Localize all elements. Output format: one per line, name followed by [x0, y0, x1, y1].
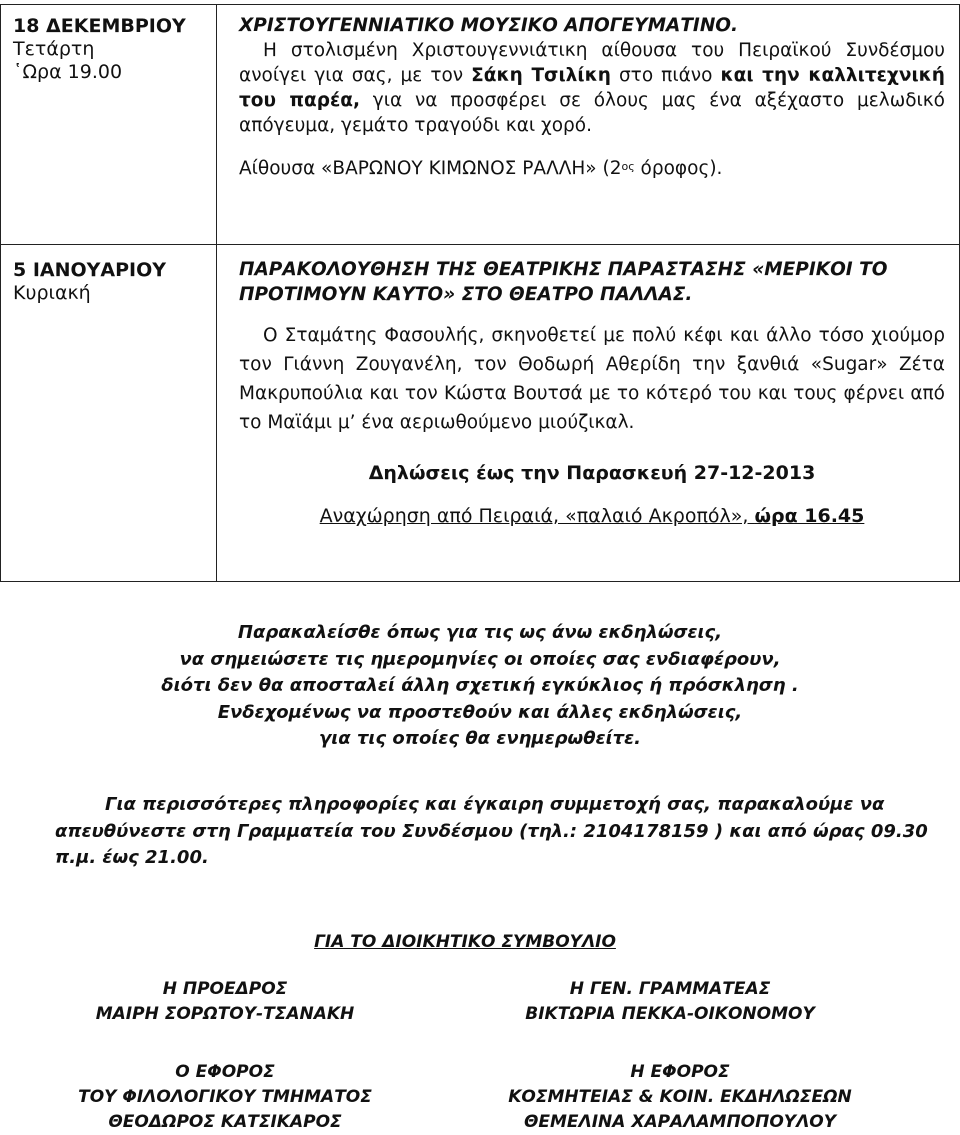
signature-ephor-events — [470, 1060, 890, 1135]
description-text: για να προσφέρει σε όλους μας ένα αξέχαστο μελωδικό απόγευμα, γεμάτο τραγούδι και χορό. — [239, 90, 945, 136]
signatory-role: Η ΕΦΟΡΟΣ — [630, 1062, 730, 1082]
event-time: ῾Ωρα 19.00 — [13, 61, 123, 83]
event-date: 18 ΔΕΚΕΜΒΡΙΟΥ — [13, 15, 186, 37]
signatory-name: ΜΑΙΡΗ ΣΟΡΩΤΟΥ-ΤΣΑΝΑΚΗ — [95, 1004, 355, 1024]
signature-secretary — [480, 977, 860, 1027]
notice-line: Παρακαλείσθε όπως για τις ως άνω εκδηλώσεις, — [237, 622, 723, 643]
signatory-role: Ο ΕΦΟΡΟΣ — [175, 1062, 275, 1082]
contact-paragraph: Για περισσότερες πληροφορίες και έγκαιρη συμμετοχή σας, παρακαλούμε να απευθύνεστε στη Γραμματεία του Συνδέσμου (τηλ.: 2104178159 ) και από ώρας 09.30 π.μ. έως 21.00. — [55, 794, 928, 868]
event-description: Ο Σταμάτης Φασουλής, σκηνοθετεί με πολύ κέφι και άλλο τόσο χιούμορ τον Γιάννη Ζουγανέλη, τον Θοδωρή Αθερίδη την ξανθιά «Sugar» Ζέτα Μακρυπούλια και τον Κώστα Βουτσά με το κότερό του και τους φέρνει από το Μαϊάμι μ’ ένα αεριωθούμενο μιούζικαλ. — [239, 325, 945, 433]
event-row — [1, 245, 960, 582]
signatory-role: Η ΓΕΝ. ΓΡΑΜΜΑΤΕΑΣ — [569, 979, 771, 999]
signatory-name: ΘΕΜΕΛΙΝΑ ΧΑΡΑΛΑΜΠΟΠΟΥΛΟΥ — [523, 1112, 837, 1132]
board-heading: ΓΙΑ ΤΟ ΔΙΟΙΚΗΤΙΚΟ ΣΥΜΒΟΥΛΙΟ — [314, 932, 616, 952]
venue-text: Αίθουσα «ΒΑΡΩΝΟΥ ΚΙΜΩΝΟΣ ΡΑΛΛΗ» (2 — [239, 158, 622, 179]
notice-paragraph — [0, 620, 960, 753]
event-weekday: Τετάρτη — [13, 38, 95, 60]
event-description — [239, 38, 945, 138]
signature-president — [40, 977, 410, 1027]
signatory-name: ΒΙΚΤΩΡΙΑ ΠΕΚΚΑ-ΟΙΚΟΝΟΜΟΥ — [525, 1004, 815, 1024]
performer-name: Σάκη Τσιλίκη — [471, 65, 611, 86]
event-info-cell — [217, 245, 960, 582]
event-date-cell — [1, 5, 217, 245]
events-table — [0, 4, 960, 582]
signatory-department: ΤΟΥ ΦΙΛΟΛΟΓΙΚΟΥ ΤΜΗΜΑΤΟΣ — [78, 1087, 372, 1107]
event-row — [1, 5, 960, 245]
notice-line: διότι δεν θα αποσταλεί άλλη σχετική εγκύκλιος ή πρόσκληση . — [161, 675, 799, 696]
registration-deadline: Δηλώσεις έως την Παρασκευή 27-12-2013 — [368, 462, 816, 484]
signatory-role: Η ΠΡΟΕΔΡΟΣ — [162, 979, 288, 999]
departure-time: ώρα 16.45 — [754, 505, 865, 527]
notice-line: Ενδεχομένως να προστεθούν και άλλες εκδηλώσεις, — [217, 701, 743, 723]
departure-text: Αναχώρηση από Πειραιά, «παλαιό Ακροπόλ», — [319, 505, 755, 527]
signatory-name: ΘΕΟΔΩΡΟΣ ΚΑΤΣΙΚΑΡΟΣ — [108, 1112, 342, 1132]
event-info-cell — [217, 5, 960, 245]
event-title: ΧΡΙΣΤΟΥΓΕΝΝΙΑΤΙΚΟ ΜΟΥΣΙΚΟ ΑΠΟΓΕΥΜΑΤΙΝΟ. — [239, 15, 739, 36]
event-date: 5 ΙΑΝΟΥΑΡΙΟΥ — [13, 259, 167, 281]
notice-line: για τις οποίες θα ενημερωθείτε. — [319, 728, 641, 749]
signatory-department: ΚΟΣΜΗΤΕΙΑΣ & ΚΟΙΝ. ΕΚΔΗΛΩΣΕΩΝ — [508, 1087, 852, 1107]
departure-info — [239, 504, 945, 529]
venue-text: όροφος). — [634, 158, 723, 179]
description-bold-text: και την καλλιτεχνική του παρέα, — [239, 65, 945, 111]
event-date-cell — [1, 245, 217, 582]
event-venue — [239, 156, 945, 181]
signature-ephor-philology — [30, 1060, 420, 1135]
floor-ordinal: ος — [621, 160, 635, 173]
event-title: ΠΑΡΑΚΟΛΟΥΘΗΣΗ ΤΗΣ ΘΕΑΤΡΙΚΗΣ ΠΑΡΑΣΤΑΣΗΣ «ΜΕΡΙΚΟΙ ΤΟ ΠΡΟΤΙΜΟΥΝ ΚΑΥΤΟ» ΣΤΟ ΘΕΑΤΡΟ ΠΑΛΛΑΣ. — [239, 259, 888, 305]
description-text: Η στολισμένη Χριστουγεννιάτικη αίθουσα του Πειραϊκού Συνδέσμου ανοίγει για σας, με τον — [239, 40, 945, 86]
description-text: στο πιάνο — [610, 65, 721, 86]
event-weekday: Κυριακή — [13, 282, 91, 304]
notice-line: να σημειώσετε τις ημερομηνίες οι οποίες σας ενδιαφέρουν, — [179, 648, 781, 670]
